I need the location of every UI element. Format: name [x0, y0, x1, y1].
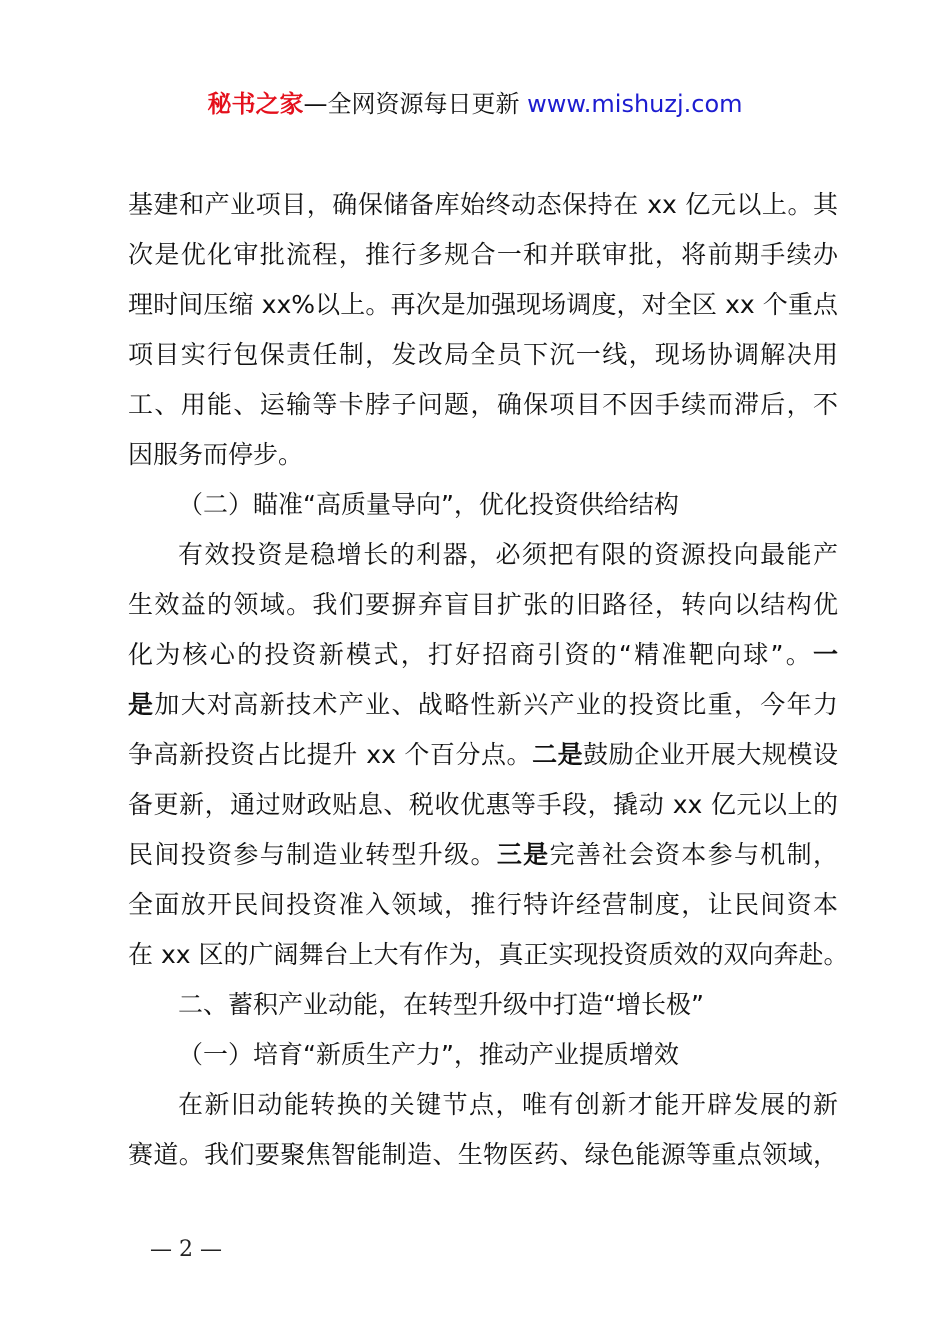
header-url[interactable]: www.mishuzj.com [527, 90, 743, 118]
body-line: 工、用能、运输等卡脖子问题，确保项目不因手续而滞后，不 [128, 390, 838, 419]
bold-marker: 三是 [496, 840, 550, 869]
body-line: 民间投资参与制造业转型升级。三是完善社会资本参与机制， [128, 840, 838, 869]
body-line: 争高新投资占比提升 xx 个百分点。二是鼓励企业开展大规模设 [128, 740, 838, 769]
body-line: 项目实行包保责任制，发改局全员下沉一线，现场协调解决用 [128, 340, 838, 369]
body-line: 生效益的领域。我们要摒弃盲目扩张的旧路径，转向以结构优 [128, 590, 838, 619]
body-line: 备更新，通过财政贴息、税收优惠等手段，撬动 xx 亿元以上的 [128, 790, 838, 819]
body-line: 赛道。我们要聚焦智能制造、生物医药、绿色能源等重点领域， [128, 1140, 838, 1169]
body-line: 是加大对高新技术产业、战略性新兴产业的投资比重，今年力 [128, 690, 838, 719]
page-number: — 2 — [150, 1237, 222, 1262]
body-line: 理时间压缩 xx%以上。再次是加强现场调度，对全区 xx 个重点 [128, 290, 838, 319]
brand-name: 秘书之家 [207, 90, 304, 118]
bold-marker: 二是 [532, 740, 584, 769]
body-line: 基建和产业项目，确保储备库始终动态保持在 xx 亿元以上。其 [128, 190, 838, 219]
body-line: 次是优化审批流程，推行多规合一和并联审批，将前期手续办 [128, 240, 838, 269]
body-line: 化为核心的投资新模式，打好招商引资的“精准靶向球”。一 [128, 640, 838, 669]
bold-marker: 是 [128, 690, 155, 719]
site-header [0, 86, 950, 122]
chapter-heading: 二、蓄积产业动能，在转型升级中打造“增长极” [178, 990, 704, 1019]
body-line: 有效投资是稳增长的利器，必须把有限的资源投向最能产 [178, 540, 838, 569]
section-heading: （二）瞄准“高质量导向”，优化投资供给结构 [178, 490, 679, 519]
body-line: 在新旧动能转换的关键节点，唯有创新才能开辟发展的新 [178, 1090, 838, 1119]
body-line: 全面放开民间投资准入领域，推行特许经营制度，让民间资本 [128, 890, 838, 919]
body-line: 因服务而停步。 [128, 440, 304, 469]
body-line: 在 xx 区的广阔舞台上大有作为，真正实现投资质效的双向奔赴。 [128, 940, 849, 969]
bold-marker: 一 [812, 640, 838, 669]
section-heading: （一）培育“新质生产力”，推动产业提质增效 [178, 1040, 679, 1069]
header-slogan: —全网资源每日更新 [303, 90, 528, 118]
